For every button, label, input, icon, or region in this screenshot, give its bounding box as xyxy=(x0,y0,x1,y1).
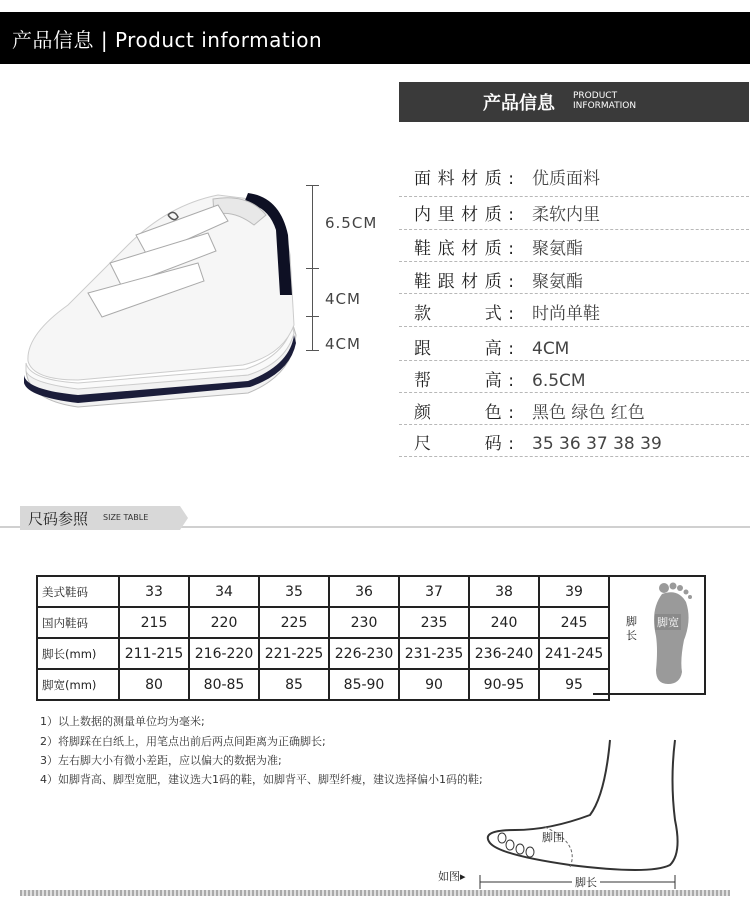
spec-row-style xyxy=(414,299,600,324)
table-cell: 211-215 xyxy=(119,638,189,669)
spec-value: 聚氨酯 xyxy=(532,272,583,292)
as-shown-label: 如图▸ xyxy=(438,870,466,883)
table-cell: 37 xyxy=(399,576,469,607)
size-section-subtitle: SIZE TABLE xyxy=(103,513,149,522)
table-cell: 38 xyxy=(469,576,539,607)
table-cell: 220 xyxy=(189,607,259,638)
spec-row-upper-height xyxy=(414,366,586,391)
spec-value: 时尚单鞋 xyxy=(532,304,600,324)
spec-label: 内里材质: xyxy=(414,205,514,225)
table-cell: 231-235 xyxy=(399,638,469,669)
table-cell: 34 xyxy=(189,576,259,607)
banner-arrow xyxy=(180,506,188,530)
row-header: 美式鞋码 xyxy=(37,576,119,607)
row-header: 国内鞋码 xyxy=(37,607,119,638)
info-panel-title: 产品信息 xyxy=(483,93,555,114)
row-header: 脚长(mm) xyxy=(37,638,119,669)
dimension-tick xyxy=(306,185,319,186)
divider xyxy=(399,424,749,425)
spec-label: 帮 高: xyxy=(414,371,514,391)
header-title: 产品信息 | Product information xyxy=(12,28,323,52)
table-row xyxy=(37,607,609,638)
note-1: 1）以上数据的测量单位均为毫米; xyxy=(40,715,205,728)
divider xyxy=(399,229,749,230)
spec-label: 尺 码: xyxy=(414,434,514,454)
table-cell: 85 xyxy=(259,669,329,700)
spec-value: 6.5CM xyxy=(532,371,586,391)
foot-length-label: 脚长 xyxy=(626,615,637,642)
sole-height-label: 4CM xyxy=(325,335,361,353)
table-cell: 33 xyxy=(119,576,189,607)
foot-girth-label: 脚围 xyxy=(542,831,564,844)
divider xyxy=(399,293,749,294)
info-panel-subtitle-line2: INFORMATION xyxy=(573,101,637,111)
spec-row-lining xyxy=(414,200,600,225)
divider xyxy=(399,392,749,393)
footprint-icon xyxy=(640,580,700,688)
table-cell: 245 xyxy=(539,607,609,638)
spec-value: 优质面料 xyxy=(532,169,600,189)
shoe-image xyxy=(18,175,308,425)
note-2: 2）将脚踩在白纸上，用笔点出前后两点间距离为正确脚长; xyxy=(40,735,326,748)
divider xyxy=(399,196,749,197)
table-cell: 39 xyxy=(539,576,609,607)
upper-height-label: 6.5CM xyxy=(325,214,378,232)
table-cell: 35 xyxy=(259,576,329,607)
dimension-tick xyxy=(306,268,319,269)
spec-value: 黑色 绿色 红色 xyxy=(532,403,645,423)
table-cell: 225 xyxy=(259,607,329,638)
spec-row-fabric xyxy=(414,164,600,189)
spec-label: 面料材质: xyxy=(414,169,514,189)
table-cell: 90 xyxy=(399,669,469,700)
note-4: 4）如脚背高、脚型宽肥，建议选大1码的鞋，如脚背平、脚型纤瘦，建议选择偏小1码的鞋; xyxy=(40,773,483,786)
table-cell: 240 xyxy=(469,607,539,638)
table-cell: 80 xyxy=(119,669,189,700)
table-cell: 216-220 xyxy=(189,638,259,669)
dimension-tick xyxy=(306,350,319,351)
spec-row-color xyxy=(414,398,645,423)
spec-row-heel-material xyxy=(414,267,583,292)
foot-length-measure-label: 脚长 xyxy=(572,874,600,890)
table-cell: 95 xyxy=(539,669,609,700)
table-cell: 236-240 xyxy=(469,638,539,669)
spec-value: 聚氨酯 xyxy=(532,239,583,259)
divider xyxy=(399,261,749,262)
divider xyxy=(399,360,749,361)
spec-label: 颜 色: xyxy=(414,403,514,423)
table-cell: 221-225 xyxy=(259,638,329,669)
divider xyxy=(399,326,749,327)
spec-row-sole xyxy=(414,234,583,259)
table-cell: 235 xyxy=(399,607,469,638)
spec-value: 柔软内里 xyxy=(532,205,600,225)
heel-height-label: 4CM xyxy=(325,290,361,308)
spec-label: 款 式: xyxy=(414,304,514,324)
table-cell: 230 xyxy=(329,607,399,638)
dimension-tick xyxy=(306,316,319,317)
size-section-title: 尺码参照 xyxy=(28,510,89,528)
spec-row-size xyxy=(414,429,662,454)
spec-value: 4CM xyxy=(532,339,570,359)
table-cell: 36 xyxy=(329,576,399,607)
spec-label: 鞋底材质: xyxy=(414,239,514,259)
table-row xyxy=(37,576,609,607)
divider xyxy=(399,456,749,457)
table-row xyxy=(37,638,609,669)
table-cell: 226-230 xyxy=(329,638,399,669)
note-3: 3）左右脚大小有微小差距，应以偏大的数据为准; xyxy=(40,754,282,767)
table-cell: 85-90 xyxy=(329,669,399,700)
table-row xyxy=(37,669,609,700)
table-cell: 215 xyxy=(119,607,189,638)
table-cell: 241-245 xyxy=(539,638,609,669)
bottom-divider xyxy=(20,890,730,896)
spec-label: 鞋跟材质: xyxy=(414,272,514,292)
foot-width-label: 脚宽 xyxy=(657,616,679,629)
spec-value: 35 36 37 38 39 xyxy=(532,434,662,454)
row-header: 脚宽(mm) xyxy=(37,669,119,700)
info-panel-subtitle xyxy=(573,91,663,111)
spec-row-heel-height xyxy=(414,334,569,359)
size-table xyxy=(36,575,610,701)
info-panel-subtitle-line1: PRODUCT xyxy=(573,91,618,101)
table-cell: 90-95 xyxy=(469,669,539,700)
spec-label: 跟 高: xyxy=(414,339,514,359)
table-cell: 80-85 xyxy=(189,669,259,700)
